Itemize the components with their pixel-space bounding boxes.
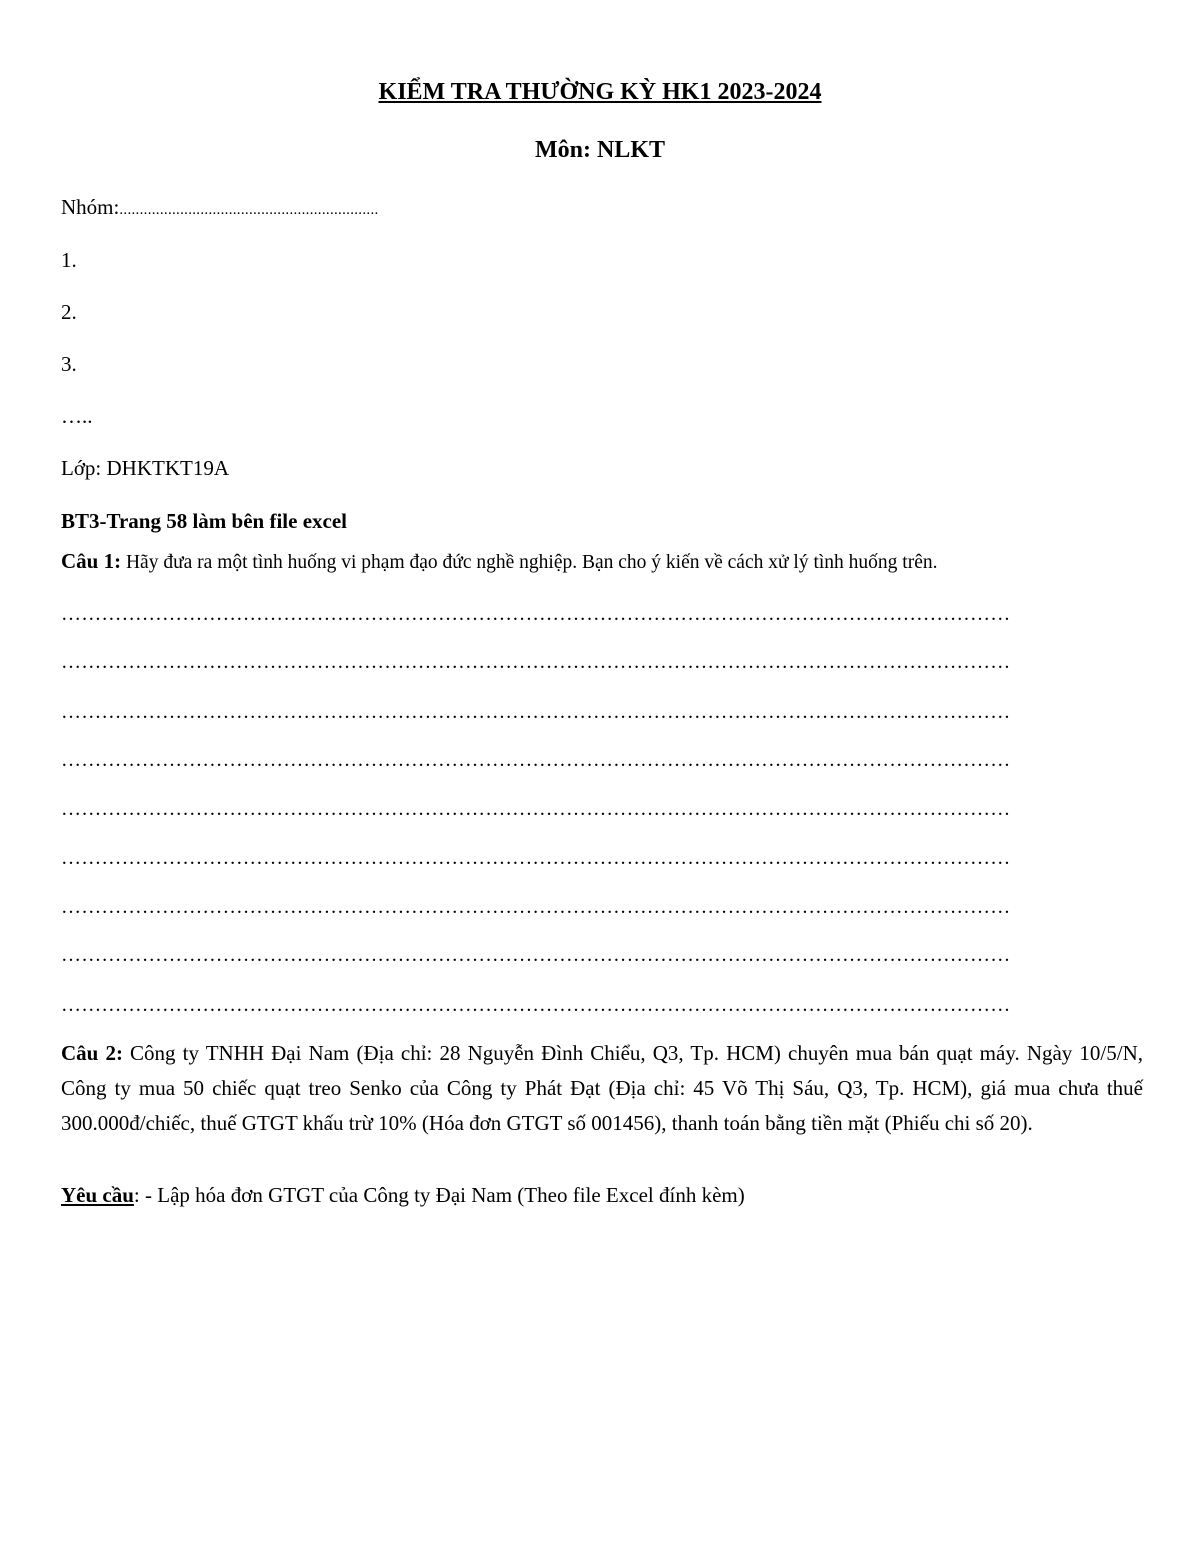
question-2: [61, 1036, 1143, 1141]
subject-title: Môn: NLKT: [534, 137, 665, 163]
member-2: 2.: [61, 300, 77, 324]
bt3-line: BT3-Trang 58 làm bên file excel: [61, 509, 347, 533]
answer-line: ……………………………………………………………………………………………………………………………: [61, 701, 1011, 723]
answer-line: ……………………………………………………………………………………………………………………………: [61, 847, 1011, 869]
question-1: [61, 547, 938, 577]
group-label: Nhóm:: [61, 195, 120, 219]
answer-line: ……………………………………………………………………………………………………………………………: [61, 798, 1011, 820]
answer-line: ……………………………………………………………………………………………………………………………: [61, 603, 1011, 625]
question-1-label: Câu 1:: [61, 549, 122, 573]
question-2-label: Câu 2:: [61, 1041, 123, 1065]
answer-line: ……………………………………………………………………………………………………………………………: [61, 749, 1011, 771]
question-1-text: Hãy đưa ra một tình huống vi phạm đạo đức nghề nghiệp. Bạn cho ý kiến về cách xử lý tình huống trên.: [121, 552, 938, 573]
answer-line: ……………………………………………………………………………………………………………………………: [61, 994, 1011, 1016]
answer-line: ……………………………………………………………………………………………………………………………: [61, 944, 1011, 966]
member-more: …..: [61, 404, 93, 428]
requirement-label: Yêu cầu: [61, 1183, 134, 1207]
member-3: 3.: [61, 352, 77, 376]
exam-title: KIỂM TRA THƯỜNG KỲ HK1 2023-2024: [378, 79, 822, 105]
group-dots: ................................................................: [119, 202, 379, 218]
answer-line: ……………………………………………………………………………………………………………………………: [61, 896, 1011, 918]
group-line: [61, 193, 379, 224]
class-line: Lớp: DHKTKT19A: [61, 456, 229, 480]
question-2-text: Công ty TNHH Đại Nam (Địa chỉ: 28 Nguyễn Đình Chiểu, Q3, Tp. HCM) chuyên mua bán quạt máy. Ngày 10/5/N, Công ty mua 50 chiếc quạt treo Senko của Công ty Phát Đạt (Địa chỉ: 45 Võ Thị Sáu, Q3, Tp. HCM), giá mua chưa thuế 300.000đ/chiếc, thuế GTGT khấu trừ 10% (Hóa đơn GTGT số 001456), thanh toán bằng tiền mặt (Phiếu chi số 20).: [61, 1041, 1143, 1135]
member-1: 1.: [61, 248, 77, 272]
requirement-line: [61, 1181, 745, 1209]
answer-line: ……………………………………………………………………………………………………………………………: [61, 651, 1011, 673]
requirement-text: : - Lập hóa đơn GTGT của Công ty Đại Nam (Theo file Excel đính kèm): [133, 1183, 745, 1207]
